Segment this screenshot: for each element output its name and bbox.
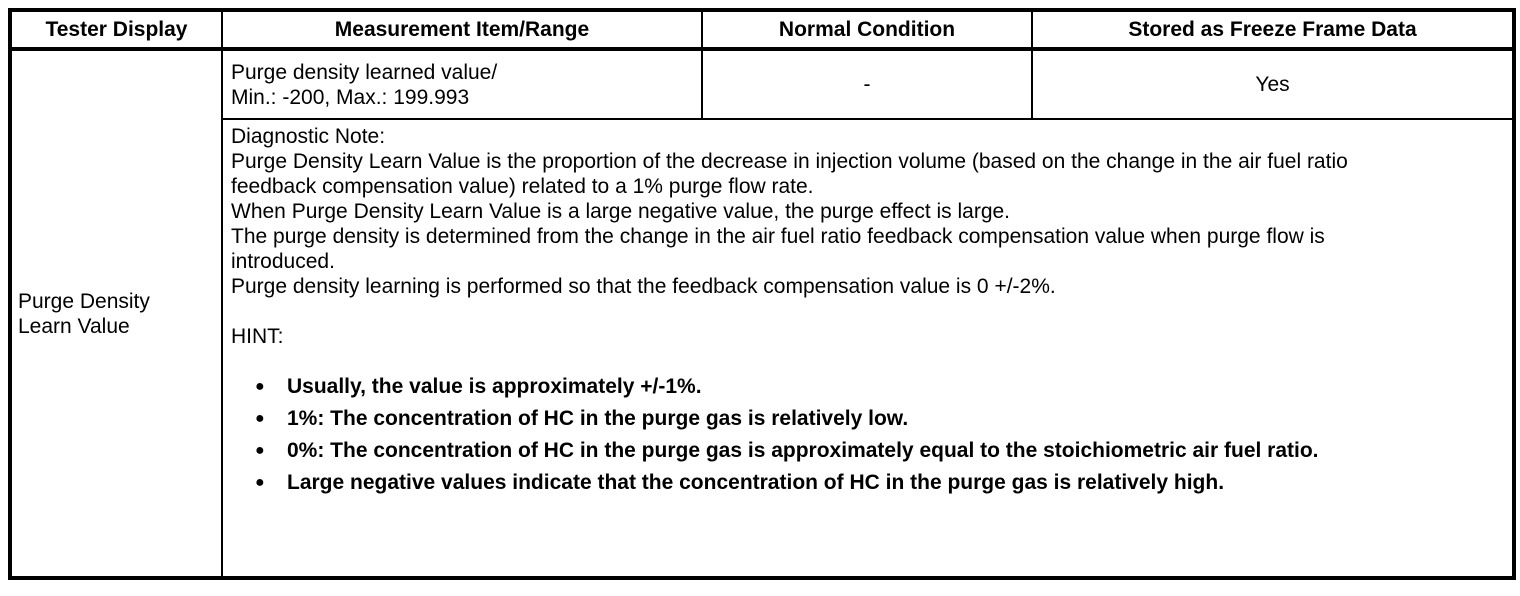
measurement-item-name: Purge density learned value/ xyxy=(231,60,498,84)
hint-bullet-text: Usually, the value is approximately +/-1%. xyxy=(287,375,702,398)
note-paragraph: When Purge Density Learn Value is a large negative value, the purge effect is large. xyxy=(231,200,1011,223)
hint-bullet-text: 0%: The concentration of HC in the purge gas is approximately equal to the stoichiometric air fuel ratio. xyxy=(287,439,1319,462)
hint-bullet-item xyxy=(231,374,1381,399)
bullet-icon: ● xyxy=(255,442,265,459)
hint-bullet-item xyxy=(231,470,1381,495)
hint-bullet-item xyxy=(231,438,1381,463)
cell-tester-display xyxy=(10,49,222,578)
header-row xyxy=(10,10,1514,49)
measurement-row xyxy=(10,49,1514,119)
hint-bullet-text: Large negative values indicate that the concentration of HC in the purge gas is relatively high. xyxy=(287,471,1225,494)
cell-diagnostic-note xyxy=(222,119,1514,578)
note-paragraph: The purge density is determined from the change in the air fuel ratio feedback compensation value when purge flow is introduced. xyxy=(231,225,1325,273)
bullet-icon: ● xyxy=(255,410,265,427)
hint-bullet-text: 1%: The concentration of HC in the purge gas is relatively low. xyxy=(287,407,909,430)
note-paragraph: Purge density learning is performed so that the feedback compensation value is 0 +/-2%. xyxy=(231,275,1056,298)
header-measurement-item-range: Measurement Item/Range xyxy=(222,10,702,49)
hint-label: HINT: xyxy=(231,325,284,348)
note-paragraph: Purge Density Learn Value is the proportion of the decrease in injection volume (based on the change in the air fuel ratio feedback compensation value) related to a 1% purge flow rate. xyxy=(231,150,1348,198)
bullet-icon: ● xyxy=(255,474,265,491)
hint-list xyxy=(231,374,1381,495)
cell-stored-freeze-frame: Yes xyxy=(1032,49,1514,119)
note-paragraph: Diagnostic Note: xyxy=(231,125,386,148)
hint-bullet-item xyxy=(231,406,1381,431)
tester-display-value: Purge Density Learn Value xyxy=(18,289,150,338)
bullet-icon: ● xyxy=(255,378,265,395)
cell-normal-condition: - xyxy=(702,49,1032,119)
cell-measurement-item-range xyxy=(222,49,702,119)
diagnostic-note xyxy=(231,124,1381,495)
header-tester-display: Tester Display xyxy=(10,10,222,49)
note-row xyxy=(10,119,1514,578)
diagnostic-spec-table xyxy=(8,8,1516,580)
measurement-item-range: Min.: -200, Max.: 199.993 xyxy=(231,85,470,109)
header-normal-condition: Normal Condition xyxy=(702,10,1032,49)
header-stored-freeze-frame: Stored as Freeze Frame Data xyxy=(1032,10,1514,49)
